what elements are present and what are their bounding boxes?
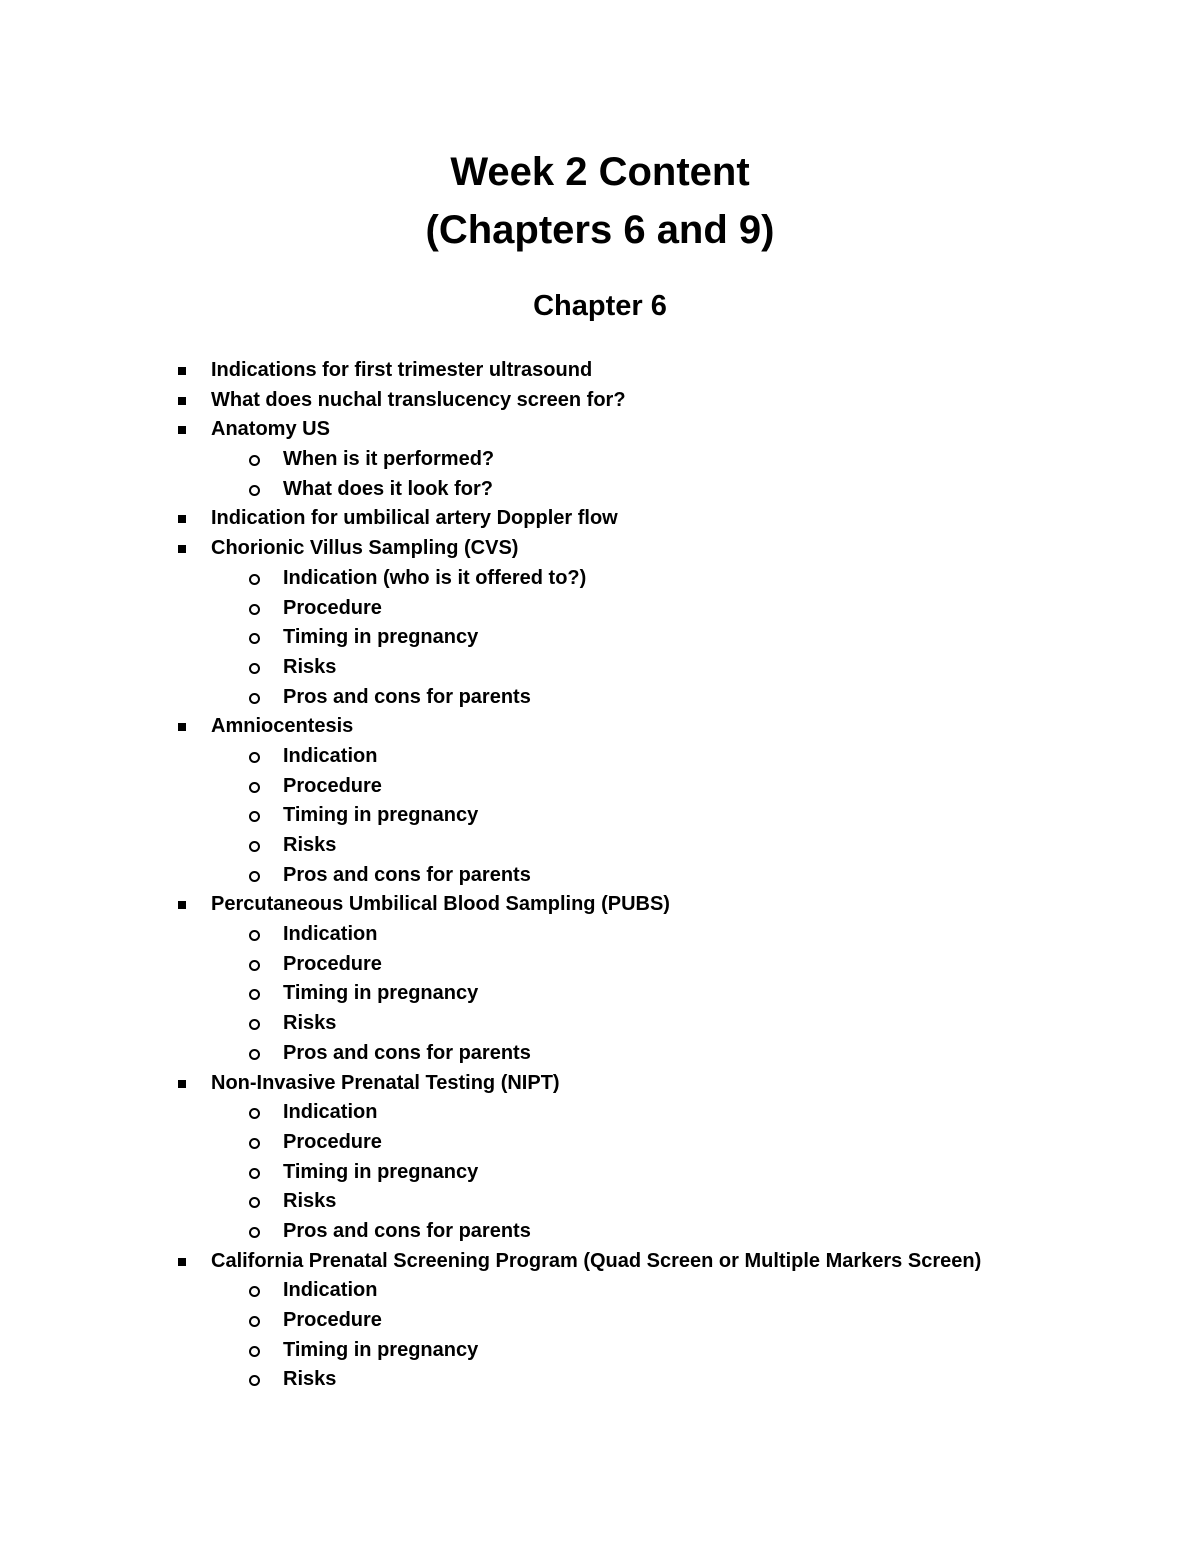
outline-item-text: Risks: [283, 834, 337, 856]
circle-bullet-icon: [249, 930, 260, 941]
outline-item-text: Timing in pregnancy: [283, 1338, 479, 1361]
outline-item-text: Percutaneous Umbilical Blood Sampling (PUBS): [211, 893, 670, 916]
outline-item-text: Timing in pregnancy: [283, 626, 479, 649]
square-bullet-icon: [178, 901, 186, 909]
outline-subitem: [0, 594, 1200, 624]
outline-subitem: [0, 1336, 1200, 1366]
outline-item-text: Indication: [283, 923, 378, 946]
outline-item-text: Risks: [283, 1190, 337, 1213]
circle-bullet-icon: [249, 604, 260, 615]
outline-item-text: Pros and cons for parents: [283, 1041, 531, 1064]
outline-subitem: [0, 1306, 1200, 1336]
outline-subitem: [0, 475, 1200, 505]
circle-bullet-icon: [249, 1316, 260, 1327]
outline-subitem: [0, 831, 1200, 861]
square-bullet-icon: [178, 545, 186, 553]
square-bullet-icon: [178, 426, 186, 434]
outline-subitem: [0, 1217, 1200, 1247]
outline-item-text: Indication for umbilical artery Doppler flow: [211, 507, 618, 530]
outline-item-text: Risks: [283, 1012, 337, 1035]
outline-subitem: [0, 801, 1200, 831]
outline-subitem: [0, 742, 1200, 772]
chapter-heading: Chapter 6: [533, 290, 667, 322]
square-bullet-icon: [178, 515, 186, 523]
circle-bullet-icon: [249, 1049, 260, 1060]
outline-subitem: [0, 1365, 1200, 1395]
outline-item-text: Timing in pregnancy: [283, 804, 479, 827]
circle-bullet-icon: [249, 485, 260, 496]
circle-bullet-icon: [249, 1168, 260, 1179]
square-bullet-icon: [178, 1080, 186, 1088]
outline-item: [0, 356, 1200, 386]
outline-subitem: [0, 564, 1200, 594]
circle-bullet-icon: [249, 841, 260, 852]
outline-subitem: [0, 1158, 1200, 1188]
outline-item-text: Pros and cons for parents: [283, 863, 531, 886]
circle-bullet-icon: [249, 1138, 260, 1149]
outline-item-text: Indication: [283, 744, 378, 767]
circle-bullet-icon: [249, 574, 260, 585]
circle-bullet-icon: [249, 871, 260, 882]
outline-item-text: What does it look for?: [283, 477, 493, 500]
topic-outline: [0, 356, 1200, 1395]
outline-subitem: [0, 950, 1200, 980]
outline-item: [0, 504, 1200, 534]
outline-item-text: Indications for first trimester ultrasound: [211, 359, 593, 381]
outline-item-text: Procedure: [283, 1130, 382, 1153]
circle-bullet-icon: [249, 989, 260, 1000]
square-bullet-icon: [178, 723, 186, 731]
outline-item-text: Procedure: [283, 952, 382, 975]
outline-item-text: Indication (who is it offered to?): [283, 566, 587, 589]
outline-subitem: [0, 623, 1200, 653]
circle-bullet-icon: [249, 1227, 260, 1238]
outline-subitem: [0, 1128, 1200, 1158]
outline-item: [0, 1247, 1200, 1277]
outline-subitem: [0, 1187, 1200, 1217]
outline-item-text: What does nuchal translucency screen for?: [211, 388, 626, 411]
outline-item-text: Procedure: [283, 774, 382, 797]
outline-item-text: Timing in pregnancy: [283, 1160, 479, 1183]
outline-subitem: [0, 920, 1200, 950]
outline-subitem: [0, 653, 1200, 683]
outline-item: [0, 1069, 1200, 1099]
circle-bullet-icon: [249, 1019, 260, 1030]
circle-bullet-icon: [249, 1108, 260, 1119]
square-bullet-icon: [178, 367, 186, 375]
circle-bullet-icon: [249, 1375, 260, 1386]
outline-item-text: When is it performed?: [283, 448, 495, 471]
outline-subitem: [0, 772, 1200, 802]
outline-subitem: [0, 1009, 1200, 1039]
outline-item-text: Amniocentesis: [211, 715, 354, 738]
circle-bullet-icon: [249, 960, 260, 971]
document-title: Week 2 Content: [450, 150, 750, 194]
document-subtitle: (Chapters 6 and 9): [425, 208, 775, 252]
circle-bullet-icon: [249, 782, 260, 793]
outline-item: [0, 890, 1200, 920]
outline-item-text: Indication: [283, 1279, 378, 1302]
circle-bullet-icon: [249, 811, 260, 822]
outline-item-text: Chorionic Villus Sampling (CVS): [211, 537, 519, 560]
outline-subitem: [0, 1098, 1200, 1128]
outline-item-text: Anatomy US: [211, 418, 330, 441]
circle-bullet-icon: [249, 752, 260, 763]
outline-subitem: [0, 979, 1200, 1009]
outline-item-text: California Prenatal Screening Program (Quad Screen or Multiple Markers Screen): [211, 1249, 982, 1272]
outline-item-text: Pros and cons for parents: [283, 685, 531, 708]
outline-item-text: Risks: [283, 655, 337, 678]
outline-item-text: Procedure: [283, 596, 382, 619]
outline-item: [0, 415, 1200, 445]
circle-bullet-icon: [249, 663, 260, 674]
circle-bullet-icon: [249, 1197, 260, 1208]
outline-item-text: Procedure: [283, 1309, 382, 1331]
outline-item-text: Indication: [283, 1101, 378, 1124]
outline-item-text: Non-Invasive Prenatal Testing (NIPT): [211, 1071, 560, 1094]
circle-bullet-icon: [249, 455, 260, 466]
outline-item: [0, 712, 1200, 742]
outline-subitem: [0, 861, 1200, 891]
outline-item: [0, 386, 1200, 416]
outline-subitem: [0, 1276, 1200, 1306]
square-bullet-icon: [178, 397, 186, 405]
square-bullet-icon: [178, 1258, 186, 1266]
circle-bullet-icon: [249, 1346, 260, 1357]
outline-item: [0, 534, 1200, 564]
circle-bullet-icon: [249, 693, 260, 704]
outline-subitem: [0, 1039, 1200, 1069]
outline-item-text: Timing in pregnancy: [283, 982, 479, 1005]
outline-item-text: Risks: [283, 1368, 337, 1391]
outline-item-text: Pros and cons for parents: [283, 1219, 531, 1242]
circle-bullet-icon: [249, 633, 260, 644]
outline-subitem: [0, 445, 1200, 475]
outline-subitem: [0, 683, 1200, 713]
circle-bullet-icon: [249, 1286, 260, 1297]
